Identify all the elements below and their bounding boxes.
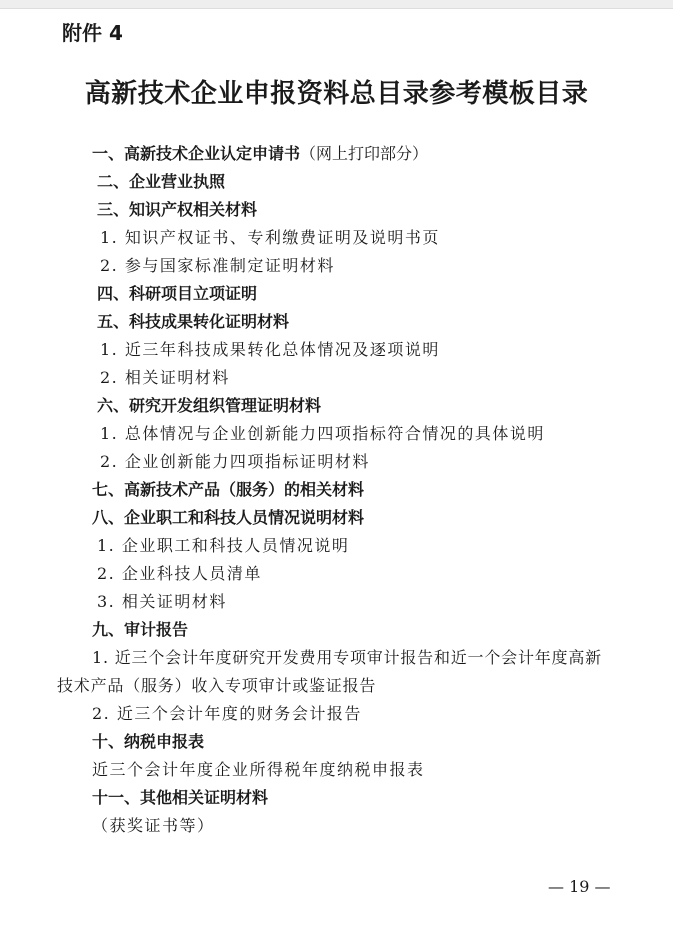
toc-sub-audit-rd-cont: 技术产品（服务）收入专项审计或鉴证报告 [57,676,377,695]
toc-sub-ip-certificates: 1. 知识产权证书、专利缴费证明及说明书页 [100,228,440,247]
toc-sub-other-awards: （获奖证书等） [92,816,215,835]
toc-heading-ip-materials: 三、知识产权相关材料 [97,200,258,219]
page-number: — 19 — [548,877,611,896]
toc-heading-note: （网上打印部分） [300,144,429,163]
toc-heading-audit: 九、审计报告 [92,620,189,639]
toc-heading-staff: 八、企业职工和科技人员情况说明材料 [92,508,365,527]
toc-sub-tax-returns: 近三个会计年度企业所得税年度纳税申报表 [92,760,425,779]
toc-sub-transfer-summary: 1. 近三年科技成果转化总体情况及逐项说明 [100,340,440,359]
toc-heading-products: 七、高新技术产品（服务）的相关材料 [92,480,365,499]
toc-sub-audit-rd: 1. 近三个会计年度研究开发费用专项审计报告和近一个会计年度高新 [92,648,602,667]
toc-sub-rd-summary: 1. 总体情况与企业创新能力四项指标符合情况的具体说明 [100,424,545,443]
toc-sub-standards: 2. 参与国家标准制定证明材料 [100,256,335,275]
toc-heading-other: 十一、其他相关证明材料 [92,788,269,807]
toc-heading-tax: 十、纳税申报表 [92,732,205,751]
toc-heading-business-license: 二、企业营业执照 [97,172,226,191]
attachment-label: 附件 4 [62,21,123,45]
top-edge-strip [0,0,673,9]
toc-sub-audit-finance: 2. 近三个会计年度的财务会计报告 [92,704,362,723]
toc-heading-rd-management: 六、研究开发组织管理证明材料 [97,396,322,415]
document-title: 高新技术企业申报资料总目录参考模板目录 [84,79,589,109]
toc-heading-application [92,143,428,165]
toc-sub-staff-list: 2. 企业科技人员清单 [97,564,262,583]
toc-sub-rd-proofs: 2. 企业创新能力四项指标证明材料 [100,452,370,471]
toc-heading-research-projects: 四、科研项目立项证明 [97,284,258,303]
toc-sub-staff-summary: 1. 企业职工和科技人员情况说明 [97,536,350,555]
toc-sub-transfer-proofs: 2. 相关证明材料 [100,368,230,387]
toc-heading-text: 一、高新技术企业认定申请书 [92,144,301,163]
toc-sub-staff-proofs: 3. 相关证明材料 [97,592,227,611]
toc-heading-tech-transfer: 五、科技成果转化证明材料 [97,312,290,331]
